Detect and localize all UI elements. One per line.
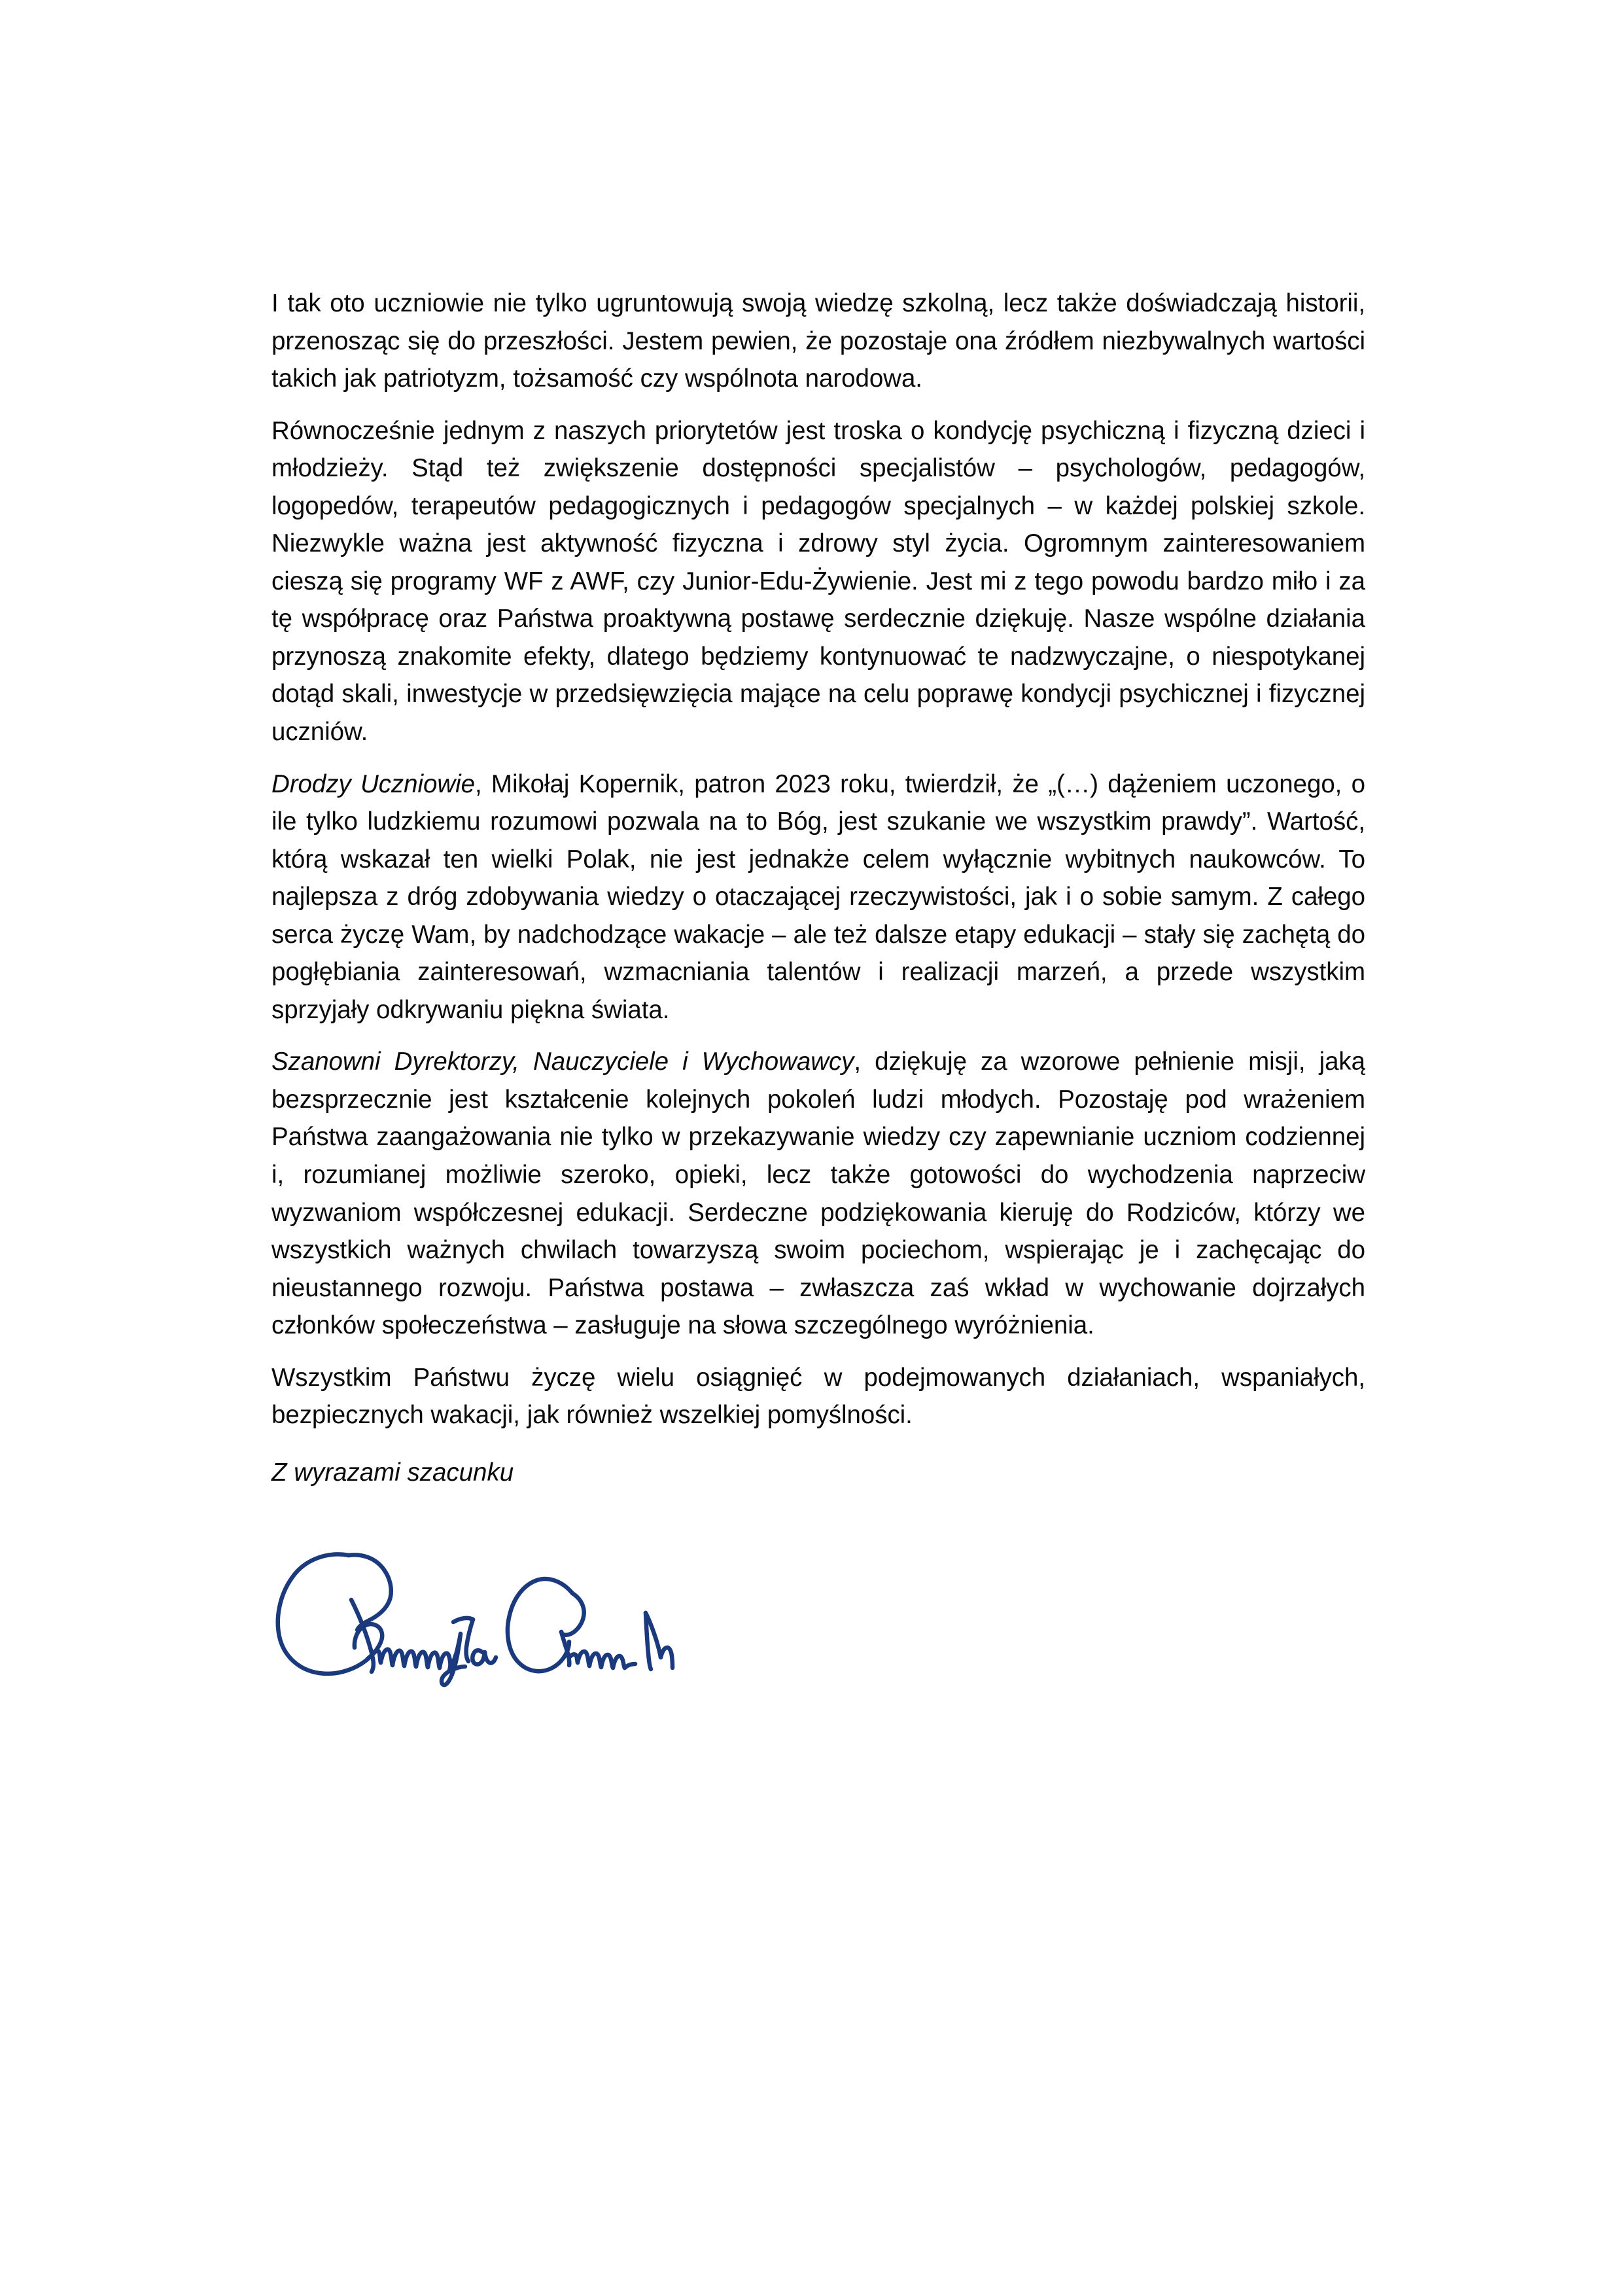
paragraph-1: I tak oto uczniowie nie tylko ugruntowują swoją wiedzę szkolną, lecz także doświadczają historii, przenosząc się do przeszłości. Jestem pewien, że pozostaje ona źródłem niezbywalnych wartości takich jak patriotyzm, tożsamość czy wspólnota narodowa. bbox=[271, 289, 1365, 393]
closing-line: Z wyrazami szacunku bbox=[271, 1458, 514, 1487]
paragraph-4-text: , dziękuję za wzorowe pełnienie misji, jaką bezsprzecznie jest kształcenie kolejnych pokoleń ludzi młodych. Pozostaję pod wrażeniem Państwa zaangażowania nie tylko w przekazywanie wiedzy czy zapewnianie uczniom codziennej i, rozumianej możliwie szeroko, opieki, lecz także gotowości do wychodzenia naprzeciw wyzwaniom współczesnej edukacji. Serdeczne podziękowania kieruję do Rodziców, którzy we wszystkich ważnych chwilach towarzyszą swoim pociechom, wspierając je i zachęcając do nieustannego rozwoju. Państwa postawa – zwłaszcza zaś wkład w wychowanie dojrzałych członków społeczeństwa – zasługuje na słowa szczególnego wyróżnienia. bbox=[271, 1048, 1365, 1340]
paragraph-3 bbox=[271, 766, 1365, 1029]
paragraph-4 bbox=[271, 1043, 1365, 1344]
paragraph-2: Równocześnie jednym z naszych priorytetów jest troska o kondycję psychiczną i fizyczną dzieci i młodzieży. Stąd też zwiększenie dostępności specjalistów – psychologów, pedagogów, logopedów, terapeutów pedagogicznych i pedagogów specjalnych – w każdej polskiej szkole. Niezwykle ważna jest aktywność fizyczna i zdrowy styl życia. Ogromnym zainteresowaniem cieszą się programy WF z AWF, czy Junior-Edu-Żywienie. Jest mi z tego powodu bardzo miło i za tę współpracę oraz Państwa proaktywną postawę serdecznie dziękuję. Nasze wspólne działania przynoszą znakomite efekty, dlatego będziemy kontynuować te nadzwyczajne, o niespotykanej dotąd skali, inwestycje w przedsięwzięcia mające na celu poprawę kondycji psychicznej i fizycznej uczniów. bbox=[271, 416, 1365, 747]
handwritten-signature-icon bbox=[271, 1541, 729, 1691]
signature-block bbox=[271, 1541, 729, 1691]
paragraph-3-text: , Mikołaj Kopernik, patron 2023 roku, twierdził, że „(…) dążeniem uczonego, o ile tylko ludzkiemu rozumowi pozwala na to Bóg, jest szukanie we wszystkim prawdy”. Wartość, którą wskazał ten wielki Polak, nie jest jednakże celem wyłącznie wybitnych naukowców. To najlepsza z dróg zdobywania wiedzy o otaczającej rzeczywistości, jak i o sobie samym. Z całego serca życzę Wam, by nadchodzące wakacje – ale też dalsze etapy edukacji – stały się zachętą do pogłębiania zainteresowań, wzmacniania talentów i realizacji marzeń, a przede wszystkim sprzyjały odkrywaniu piękna świata. bbox=[271, 769, 1365, 1024]
salutation-teachers: Szanowni Dyrektorzy, Nauczyciele i Wychowawcy bbox=[271, 1048, 854, 1076]
letter-body bbox=[271, 285, 1365, 1491]
salutation-students: Drodzy Uczniowie bbox=[271, 769, 475, 798]
paragraph-5: Wszystkim Państwu życzę wielu osiągnięć w podejmowanych działaniach, wspaniałych, bezpiecznych wakacji, jak również wszelkiej pomyślności. bbox=[271, 1363, 1365, 1430]
